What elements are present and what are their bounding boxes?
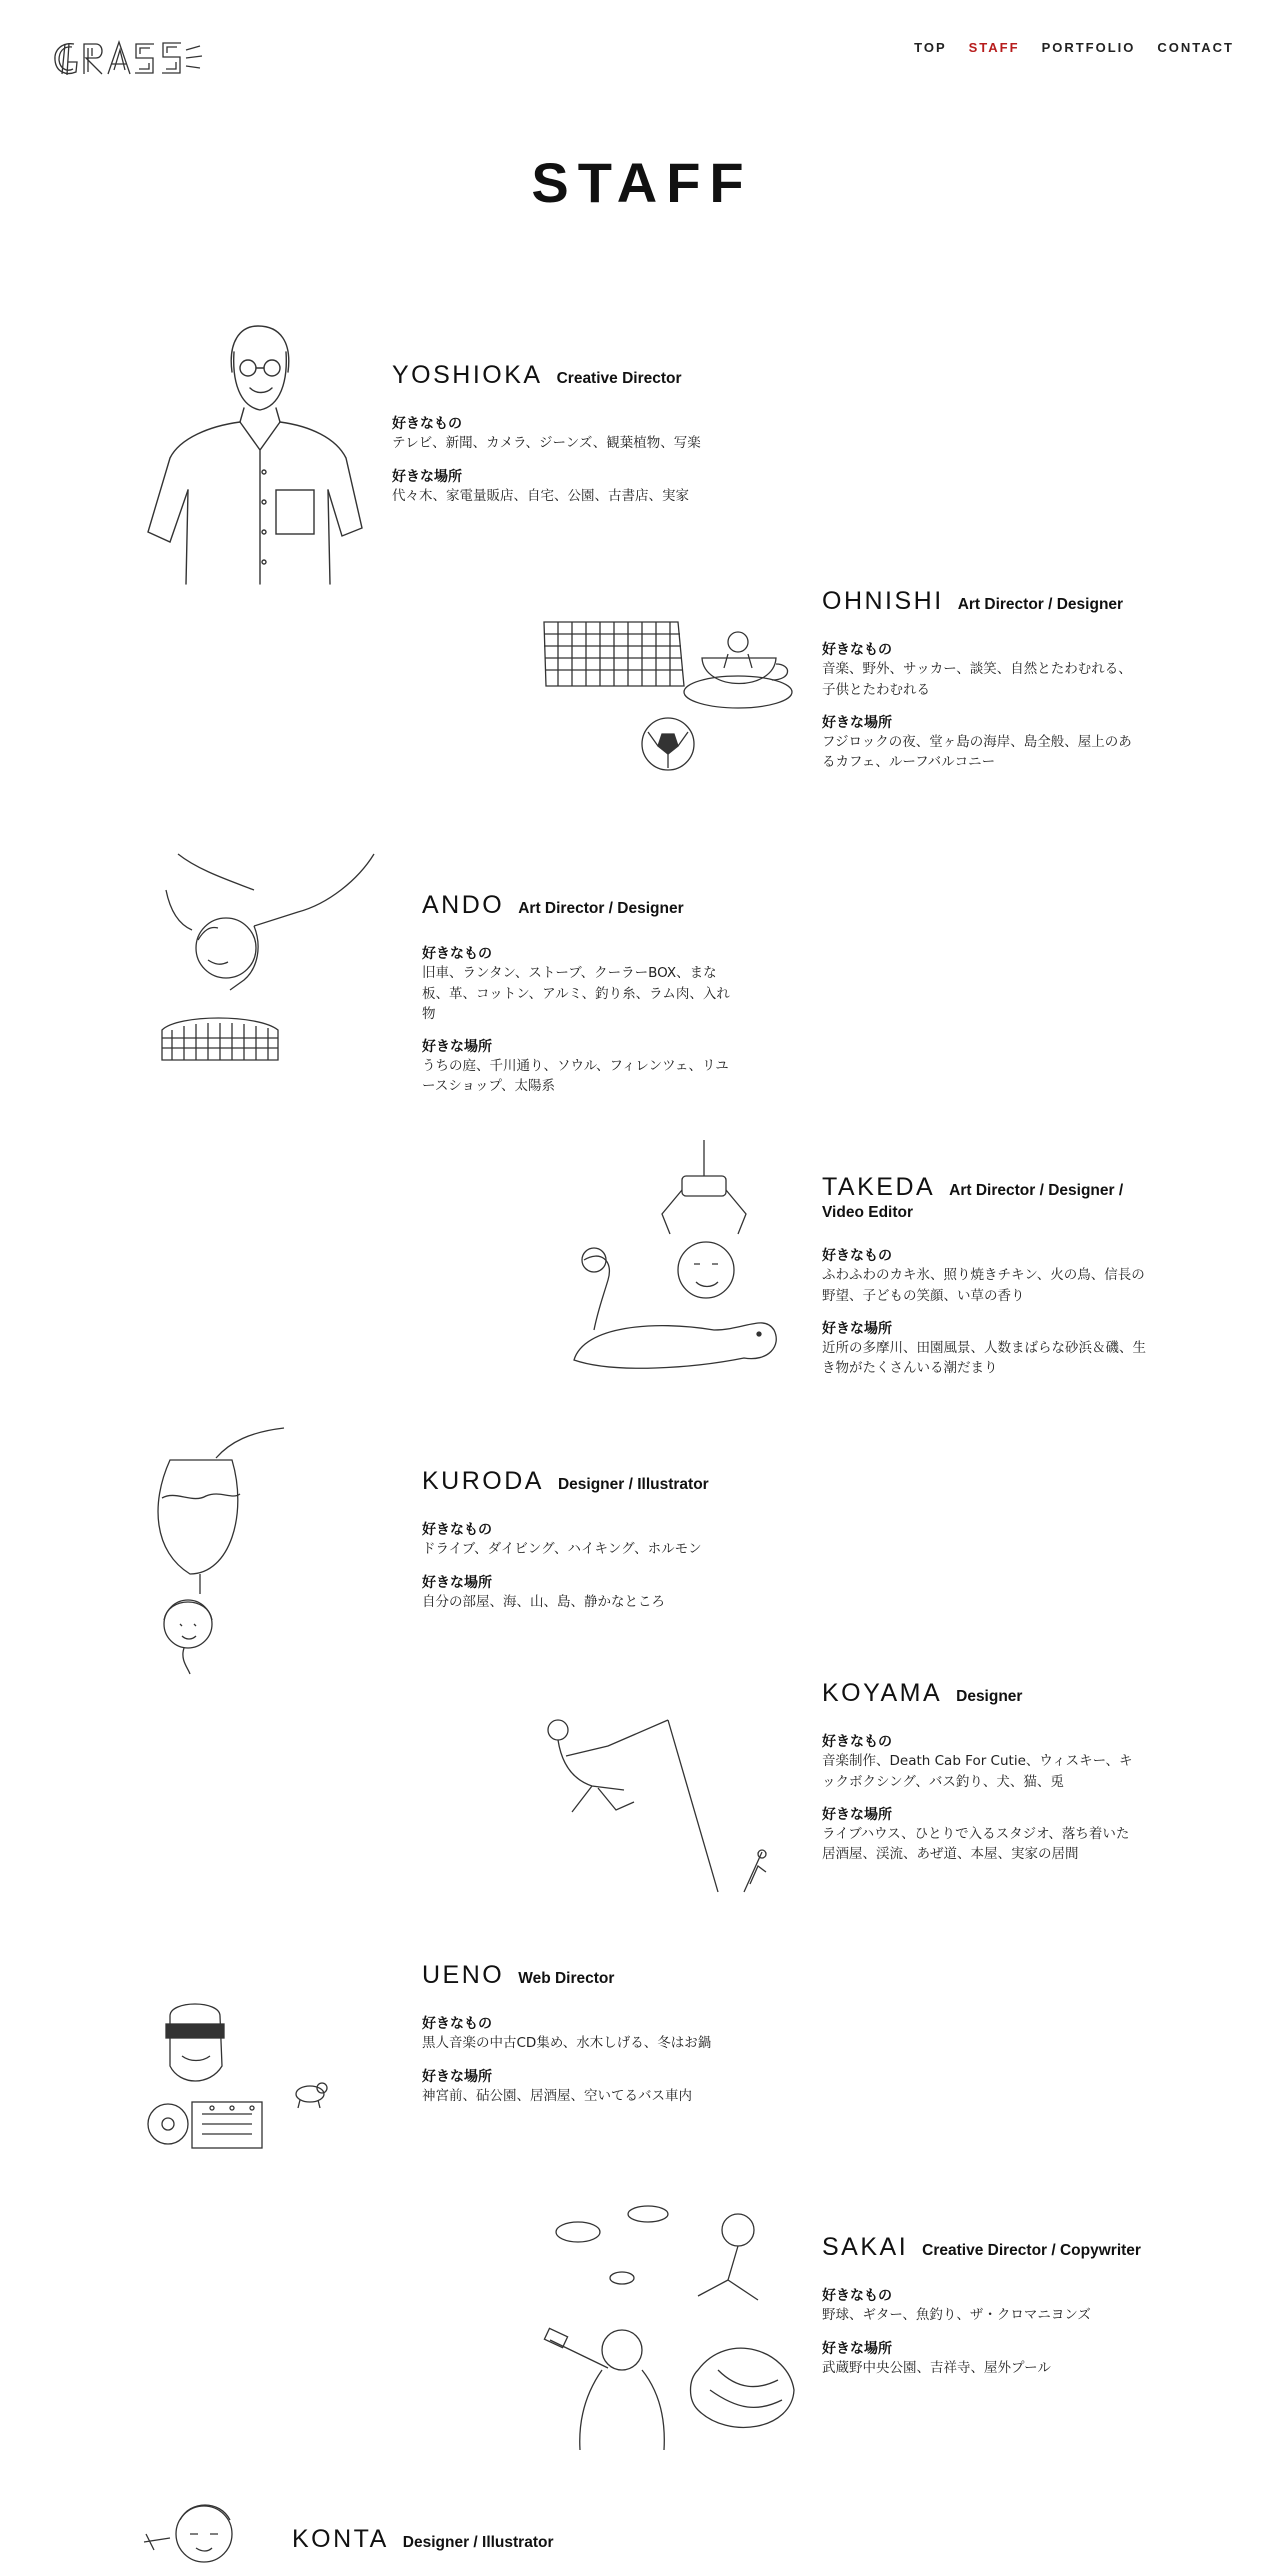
staff-role: Designer: [956, 1688, 1023, 1705]
guitar-icon: [744, 1850, 766, 1892]
logo-letter-s1: [135, 44, 154, 73]
likes-label: 好きなもの: [422, 2016, 492, 2033]
likes-label: 好きなもの: [822, 1248, 892, 1265]
places-text: 神宮前、砧公園、居酒屋、空いてるバス車内: [422, 2087, 692, 2104]
places-text: フジロックの夜、堂ヶ島の海岸、島全般、屋上のあるカフェ、ルーフバルコニー: [822, 733, 1132, 770]
places-text: ライブハウス、ひとりで入るスタジオ、落ち着いた居酒屋、渓流、あぜ道、本屋、実家の居間: [822, 1825, 1130, 1862]
dog-icon: [296, 2083, 327, 2108]
likes-label: 好きなもの: [422, 946, 492, 963]
places-label: 好きな場所: [822, 1806, 892, 1823]
places-text: 武蔵野中央公園、吉祥寺、屋外プール: [822, 2359, 1051, 2376]
staff-card-konta: [292, 2524, 652, 2555]
yoshioka-illustration: [140, 322, 370, 588]
staff-name: OHNISHI: [822, 587, 944, 615]
logo-letter-g: [55, 43, 77, 75]
staff-role: Designer / Illustrator: [557, 1476, 709, 1493]
likes-text: 音楽制作、Death Cab For Cutie、ウィスキー、キックボクシング、バス釣り、犬、猫、兎: [822, 1753, 1133, 1790]
sakai-illustration: [538, 2200, 798, 2456]
koyama-illustration: [538, 1716, 778, 1896]
staff-name: YOSHIOKA: [392, 361, 543, 389]
likes-text: テレビ、新聞、カメラ、ジーンズ、観葉植物、写楽: [392, 435, 701, 452]
staff-role: Art Director / Designer: [957, 596, 1124, 613]
likes-label: 好きなもの: [392, 416, 462, 433]
likes-label: 好きなもの: [822, 2288, 892, 2305]
nav-portfolio[interactable]: PORTFOLIO: [1041, 40, 1136, 55]
likes-text: 音楽、野外、サッカー、談笑、自然とたわむれる、子供とたわむれる: [822, 661, 1132, 698]
places-label: 好きな場所: [822, 1320, 892, 1337]
places-label: 好きな場所: [822, 714, 892, 731]
nav-top[interactable]: TOP: [914, 40, 947, 55]
staff-role: Creative Director / Copywriter: [922, 2242, 1141, 2259]
likes-label: 好きなもの: [822, 1734, 892, 1751]
places-label: 好きな場所: [822, 2340, 892, 2357]
staff-name: UENO: [422, 1961, 505, 1989]
likes-text: 黒人音楽の中古CD集め、水木しげる、冬はお鍋: [422, 2035, 712, 2052]
staff-card-ando: [422, 890, 740, 1097]
fish-icon: [691, 2348, 795, 2427]
logo-letter-r: [84, 44, 102, 74]
baseball-bat-icon: [544, 2328, 608, 2368]
likes-text: ドライブ、ダイビング、ハイキング、ホルモン: [422, 1541, 702, 1558]
places-text: 代々木、家電量販店、自宅、公園、古書店、実家: [392, 487, 689, 504]
staff-role: Art Director / Designer / Video Editor: [822, 1182, 1124, 1222]
staff-role: Web Director: [518, 1970, 615, 1987]
places-text: 自分の部屋、海、山、島、静かなところ: [422, 1593, 665, 1610]
likes-text: 野球、ギター、魚釣り、ザ・クロマニヨンズ: [822, 2307, 1091, 2324]
places-label: 好きな場所: [392, 468, 462, 485]
staff-name: KURODA: [422, 1467, 544, 1495]
wine-glass-icon: [158, 1460, 240, 1594]
ueno-illustration: [140, 1996, 330, 2150]
ufo-icon: [628, 2206, 668, 2222]
soccer-ball-icon: [642, 718, 694, 770]
staff-card-yoshioka: [392, 360, 722, 506]
staff-role: Designer / Illustrator: [402, 2534, 554, 2551]
staff-card-sakai: [822, 2232, 1152, 2378]
kuroda-illustration: [140, 1424, 290, 1680]
fishing-line: [668, 1720, 718, 1892]
soccer-goal-icon: [544, 622, 684, 686]
places-text: 近所の多摩川、田園風景、人数まばらな砂浜＆磯、生き物がたくさんいる潮だまり: [822, 1339, 1146, 1376]
staff-card-ohnishi: [822, 586, 1142, 772]
logo-letter-a: [108, 42, 130, 74]
seal-icon: [574, 1323, 776, 1368]
staff-card-ueno: [422, 1960, 762, 2106]
likes-text: 旧車、ランタン、ストーブ、クーラーBOX、まな板、革、コットン、アルミ、釣り糸、ラム肉、入れ物: [422, 965, 730, 1022]
staff-role: Art Director / Designer: [518, 900, 684, 917]
takeda-illustration: [554, 1140, 794, 1380]
ando-illustration: [158, 850, 378, 1070]
likes-label: 好きなもの: [822, 642, 892, 659]
page-title: STAFF: [531, 151, 753, 214]
staff-role: Creative Director: [556, 370, 682, 387]
staff-card-takeda: [822, 1172, 1146, 1378]
main-nav: [914, 40, 1234, 55]
staff-card-koyama: [822, 1678, 1142, 1864]
sunglasses-icon: [166, 2024, 224, 2038]
colosseum-icon: [162, 1018, 278, 1060]
staff-name: ANDO: [422, 891, 505, 919]
logo-letter-s2: [162, 43, 202, 73]
ufo-icon: [556, 2222, 600, 2242]
nav-contact[interactable]: CONTACT: [1157, 40, 1234, 55]
nav-staff[interactable]: STAFF: [968, 40, 1020, 55]
likes-text: ふわふわのカキ氷、照り焼きチキン、火の鳥、信長の野望、子どもの笑顔、い草の香り: [822, 1267, 1145, 1304]
places-label: 好きな場所: [422, 2068, 492, 2085]
likes-label: 好きなもの: [422, 1522, 492, 1539]
staff-card-kuroda: [422, 1466, 762, 1612]
ufo-catcher-claw-icon: [662, 1140, 746, 1234]
konta-illustration: [140, 2490, 250, 2568]
places-label: 好きな場所: [422, 1039, 492, 1055]
coffee-cup-icon: [684, 632, 792, 708]
staff-name: TAKEDA: [822, 1173, 936, 1201]
places-label: 好きな場所: [422, 1574, 492, 1591]
grass-logo[interactable]: [50, 34, 206, 82]
ohnishi-illustration: [538, 612, 798, 776]
dj-turntable-icon: [148, 2102, 262, 2148]
staff-name: KOYAMA: [822, 1679, 943, 1707]
staff-name: SAKAI: [822, 2233, 909, 2261]
staff-name: KONTA: [292, 2525, 389, 2553]
places-text: うちの庭、千川通り、ソウル、フィレンツェ、リユースショップ、太陽系: [422, 1058, 729, 1095]
